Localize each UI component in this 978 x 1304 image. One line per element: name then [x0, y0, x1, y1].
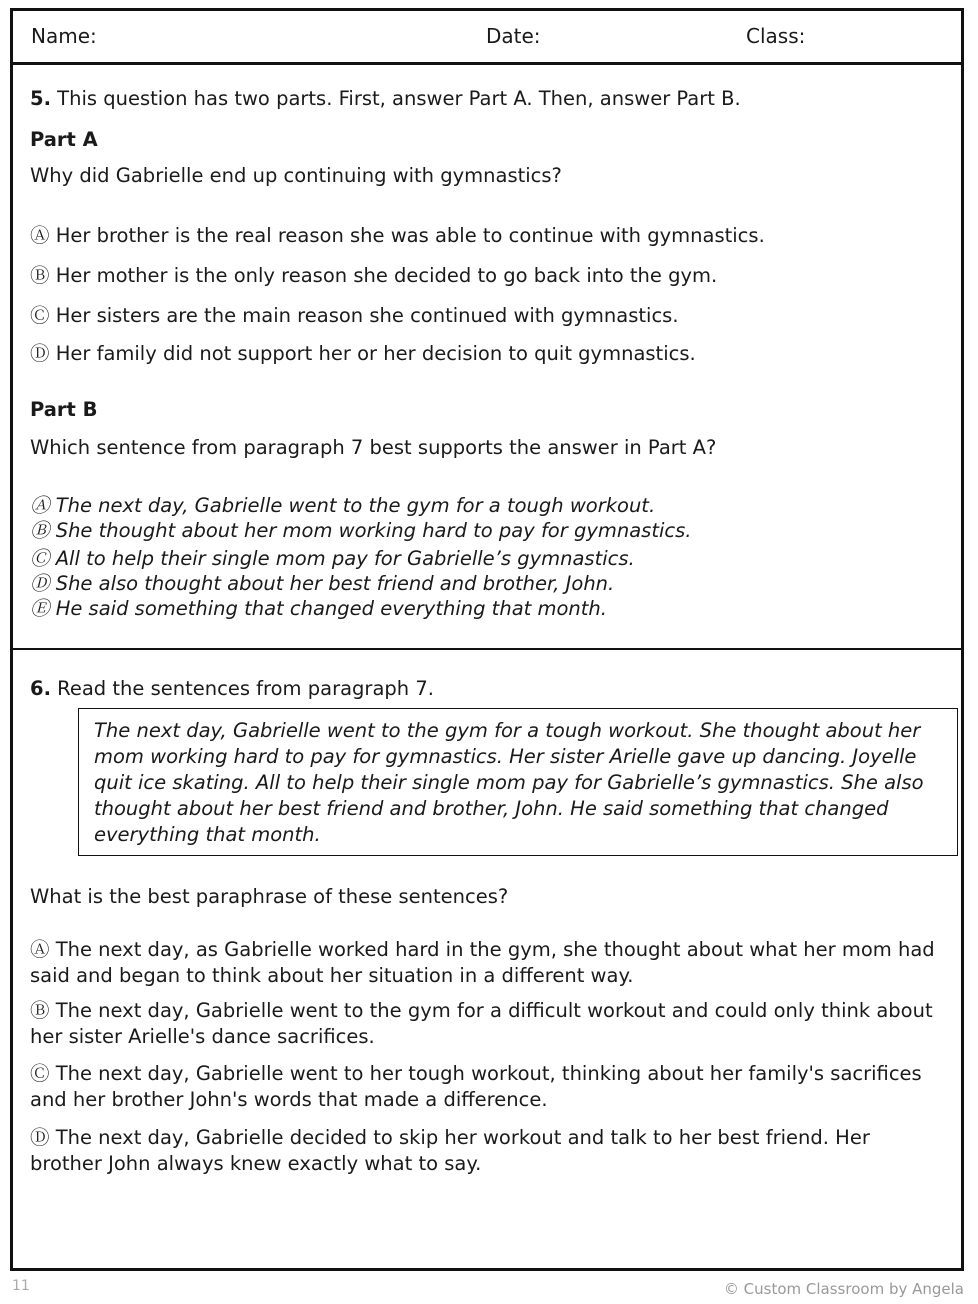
question-6-section — [13, 650, 961, 1268]
part-a-option-a[interactable]: Ⓐ Her brother is the real reason she was able to continue with gymnastics. — [30, 224, 765, 247]
part-b-option-a[interactable]: Ⓐ The next day, Gabrielle went to the gym for a tough workout. — [30, 494, 656, 517]
copyright-notice: © Custom Classroom by Angela — [723, 1280, 964, 1298]
question-5-number: 5. — [30, 87, 51, 110]
class-label: Class: — [746, 24, 806, 48]
question-5-intro — [30, 87, 741, 111]
header-row — [13, 11, 961, 65]
question-6-intro-text: Read the sentences from paragraph 7. — [50, 677, 434, 700]
question-5-intro-text: This question has two parts. First, answer Part A. Then, answer Part B. — [50, 87, 741, 110]
question-6-number: 6. — [30, 677, 51, 700]
part-a-option-d[interactable]: Ⓓ Her family did not support her or her decision to quit gymnastics. — [30, 342, 696, 365]
question-6-option-b[interactable]: Ⓑ The next day, Gabrielle went to the gym for a difficult workout and could only think about her sister Arielle's dance sacrifices. — [30, 999, 933, 1048]
part-b-option-c[interactable]: Ⓒ All to help their single mom pay for Gabrielle’s gymnastics. — [30, 547, 635, 570]
part-b-option-e[interactable]: Ⓔ He said something that changed everything that month. — [30, 597, 607, 620]
question-6-option-a[interactable]: Ⓐ The next day, as Gabrielle worked hard in the gym, she thought about what her mom had said and began to think about her situation in a different way. — [30, 938, 935, 987]
page-number: 11 — [12, 1278, 30, 1294]
question-6-prompt: What is the best paraphrase of these sentences? — [30, 885, 509, 908]
part-a-option-b[interactable]: Ⓑ Her mother is the only reason she decided to go back into the gym. — [30, 264, 718, 287]
question-6-intro — [30, 677, 434, 701]
worksheet-frame — [10, 8, 964, 1271]
question-5-section — [13, 65, 961, 650]
date-label: Date: — [486, 24, 541, 48]
paragraph-7-quote-box: The next day, Gabrielle went to the gym for a tough workout. She thought about her mom working hard to pay for gymnastics. Her sister Arielle gave up dancing. Joyelle quit ice skating. All to help their single mom pay for Gabrielle’s gymnastics. She also thought about her best friend and brother, John. He said something that changed everything that month. — [78, 708, 958, 856]
part-b-option-d[interactable]: Ⓓ She also thought about her best friend and brother, John. — [30, 572, 615, 595]
part-a-option-c[interactable]: Ⓒ Her sisters are the main reason she continued with gymnastics. — [30, 304, 679, 327]
question-6-option-c[interactable]: Ⓒ The next day, Gabrielle went to her tough workout, thinking about her family's sacrifices and her brother John's words that made a difference. — [30, 1062, 922, 1111]
part-a-heading: Part A — [30, 128, 98, 151]
part-b-option-b[interactable]: Ⓑ She thought about her mom working hard to pay for gymnastics. — [30, 519, 692, 542]
name-label: Name: — [31, 24, 97, 48]
part-b-heading: Part B — [30, 398, 98, 421]
question-6-option-d[interactable]: Ⓓ The next day, Gabrielle decided to skip her workout and talk to her best friend. Her brother John always knew exactly what to say. — [30, 1126, 870, 1175]
part-a-question: Why did Gabrielle end up continuing with gymnastics? — [30, 164, 562, 187]
part-b-question: Which sentence from paragraph 7 best supports the answer in Part A? — [30, 436, 717, 459]
